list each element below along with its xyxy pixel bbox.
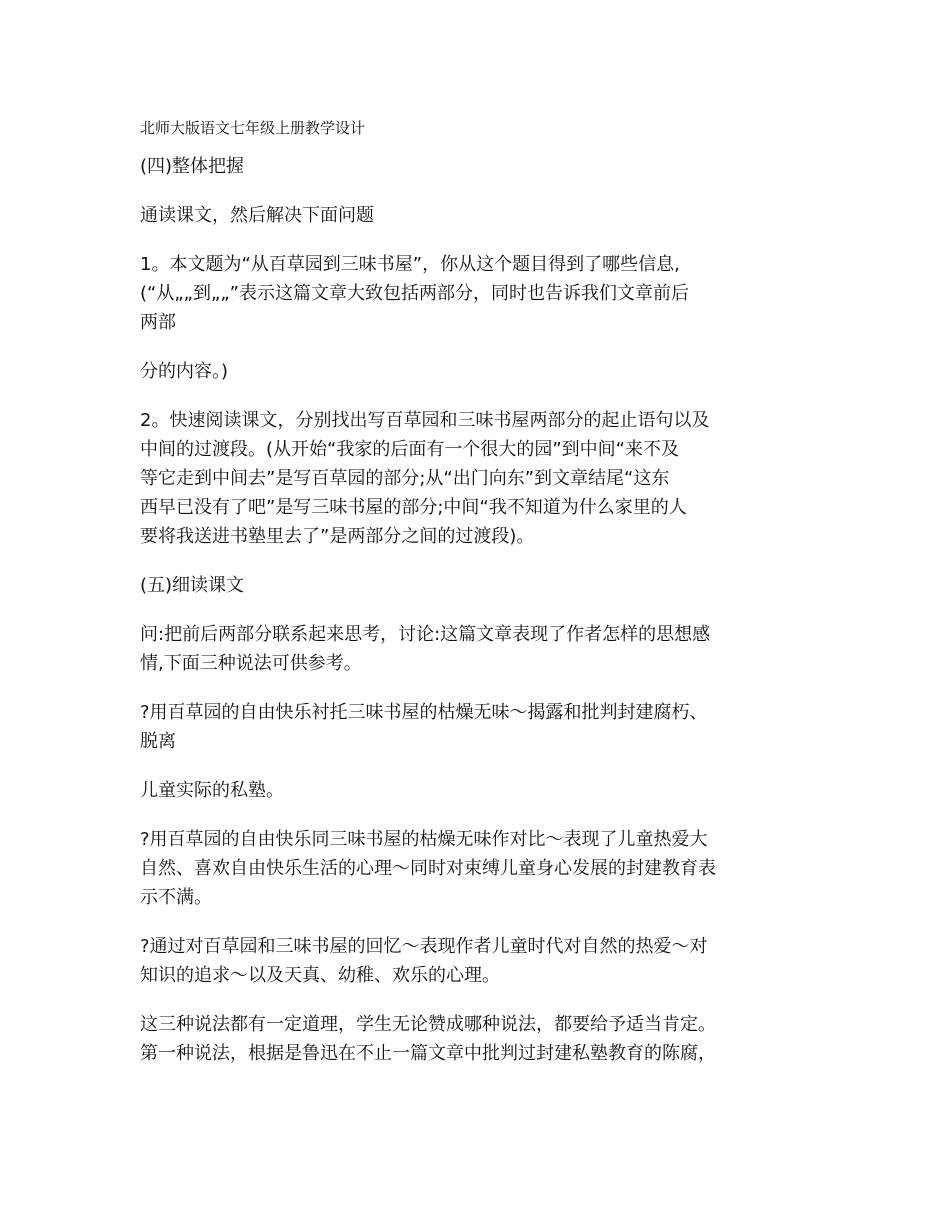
text-line: 这三种说法都有一定道理，学生无论赞成哪种说法，都要给予适当肯定。 bbox=[140, 1014, 716, 1035]
text-line: 1。本文题为“从百草园到三味书屋”，你从这个题目得到了哪些信息, bbox=[140, 254, 680, 275]
text-line: 情,下面三种说法可供参考。 bbox=[140, 653, 362, 674]
view-1-continuation bbox=[140, 776, 820, 805]
question-1-continuation bbox=[140, 357, 820, 386]
text-line: 问:把前后两部分联系起来思考，讨论:这篇文章表现了作者怎样的思想感 bbox=[140, 624, 711, 645]
document-body bbox=[140, 114, 820, 1088]
text-line: (五)细读课文 bbox=[140, 575, 245, 596]
view-3-paragraph bbox=[140, 932, 820, 990]
text-line: ?通过对百草园和三味书屋的回忆～表现作者儿童时代对自然的热爱～对 bbox=[140, 936, 708, 957]
text-line: 脱离 bbox=[140, 731, 176, 752]
text-line: 要将我送进书塾里去了”是两部分之间的过渡段)。 bbox=[140, 526, 535, 547]
text-line: 儿童实际的私塾。 bbox=[140, 780, 284, 801]
discussion-question-paragraph bbox=[140, 620, 820, 678]
question-1-paragraph bbox=[140, 250, 820, 337]
text-line: 西早已没有了吧”是写三味书屋的部分;中间“我不知道为什么家里的人 bbox=[140, 497, 687, 518]
text-line: 自然、喜欢自由快乐生活的心理～同时对束缚儿童身心发展的封建教育表 bbox=[140, 858, 716, 879]
conclusion-paragraph bbox=[140, 1010, 820, 1068]
text-line: 2。快速阅读课文，分别找出写百草园和三味书屋两部分的起止语句以及 bbox=[140, 410, 710, 431]
text-line: 中间的过渡段。(从开始“我家的后面有一个很大的园”到中间“来不及 bbox=[140, 439, 679, 460]
text-line: ?用百草园的自由快乐同三味书屋的枯燥无味作对比～表现了儿童热爱大 bbox=[140, 829, 708, 850]
section-heading-4 bbox=[140, 152, 820, 181]
text-line: 通读课文，然后解决下面问题 bbox=[140, 205, 374, 226]
text-line: 第一种说法，根据是鲁迅在不止一篇文章中批判过封建私塾教育的陈腐， bbox=[140, 1043, 716, 1064]
text-line: 示不满。 bbox=[140, 887, 212, 908]
section-heading-5 bbox=[140, 571, 820, 600]
text-line: (“从„„到„„”表示这篇文章大致包括两部分，同时也告诉我们文章前后 bbox=[140, 283, 689, 304]
text-line: 两部 bbox=[140, 312, 176, 333]
question-2-paragraph bbox=[140, 406, 820, 551]
text-line: (四)整体把握 bbox=[140, 156, 245, 177]
text-line: 分的内容。) bbox=[140, 361, 229, 382]
text-line: ?用百草园的自由快乐衬托三味书屋的枯燥无味～揭露和批判封建腐朽、 bbox=[140, 702, 708, 723]
text-line: 知识的追求～以及天真、幼稚、欢乐的心理。 bbox=[140, 965, 500, 986]
view-1-paragraph bbox=[140, 698, 820, 756]
instruction-paragraph bbox=[140, 201, 820, 230]
document-header: 北师大版语文七年级上册教学设计 bbox=[140, 119, 366, 137]
text-line: 等它走到中间去”是写百草园的部分;从“出门向东”到文章结尾“这东 bbox=[140, 468, 670, 489]
view-2-paragraph bbox=[140, 825, 820, 912]
